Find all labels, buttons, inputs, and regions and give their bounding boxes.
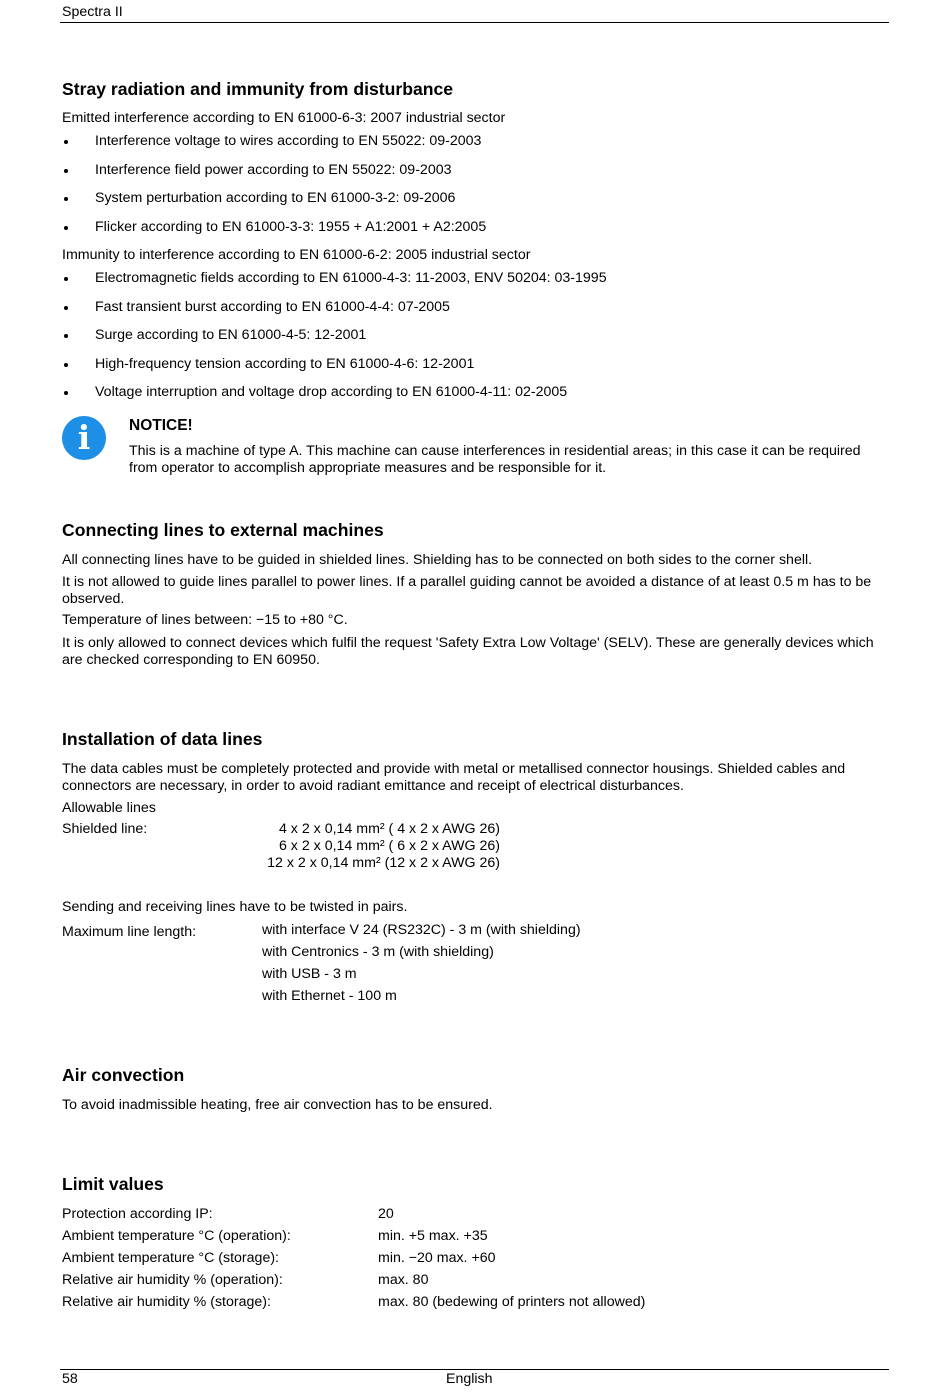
connecting-paragraph-3: Temperature of lines between: −15 to +80 °C. <box>62 612 348 628</box>
emitted-intro: Emitted interference according to EN 61000-6-3: 2007 industrial sector <box>62 110 506 126</box>
section-heading-data-lines: Installation of data lines <box>62 729 263 749</box>
list-item: Fast transient burst according to EN 61000-4-4: 07-2005 <box>62 299 882 328</box>
list-item: Interference voltage to wires according to EN 55022: 09-2003 <box>62 133 882 162</box>
notice-text: This is a machine of type A. This machine can cause interferences in residential areas; in this case it can be required from operator to accomplish appropriate measures and be responsible for it. <box>129 443 861 476</box>
list-item: Flicker according to EN 61000-3-3: 1955 + A1:2001 + A2:2005 <box>62 219 882 248</box>
limit-label: Relative air humidity % (storage): <box>62 1294 271 1310</box>
limit-label: Relative air humidity % (operation): <box>62 1272 283 1288</box>
section-heading-air-convection: Air convection <box>62 1065 185 1085</box>
allowable-lines-label: Allowable lines <box>62 800 156 816</box>
document-header-title: Spectra II <box>62 4 123 20</box>
shielded-line-value: 6 x 2 x 0,14 mm² ( 6 x 2 x AWG 26) <box>278 838 500 854</box>
notice-box <box>129 417 869 477</box>
max-line-length-value: with Ethernet - 100 m <box>262 988 397 1004</box>
limit-values-table <box>62 1203 645 1313</box>
limit-value: 20 <box>378 1206 394 1222</box>
page-number: 58 <box>62 1371 78 1387</box>
limit-value: min. +5 max. +35 <box>378 1228 488 1244</box>
limit-label: Ambient temperature °C (operation): <box>62 1228 291 1244</box>
section-heading-stray-radiation: Stray radiation and immunity from disturbance <box>62 79 454 99</box>
section-heading-connecting-lines: Connecting lines to external machines <box>62 520 384 540</box>
list-item: Electromagnetic fields according to EN 61000-4-3: 11-2003, ENV 50204: 03-1995 <box>62 270 882 299</box>
limit-value: max. 80 <box>378 1272 429 1288</box>
header-divider <box>60 22 889 23</box>
connecting-paragraph-4: It is only allowed to connect devices which fulfil the request 'Safety Extra Low Voltage' (SELV). These are generally devices which are checked corresponding to EN 60950. <box>62 635 874 668</box>
shielded-line-values <box>262 821 500 872</box>
limit-label: Protection according IP: <box>62 1206 213 1222</box>
max-line-length-value: with Centronics - 3 m (with shielding) <box>262 944 494 960</box>
info-icon: i <box>62 416 106 460</box>
immunity-intro: Immunity to interference according to EN 61000-6-2: 2005 industrial sector <box>62 247 531 263</box>
limit-label: Ambient temperature °C (storage): <box>62 1250 279 1266</box>
data-lines-paragraph: The data cables must be completely protected and provide with metal or metallised connector housings. Shielded cables and connectors are necessary, in order to avoid radiant emittance and receipt of electrical disturbances. <box>62 761 846 794</box>
max-line-length-label: Maximum line length: <box>62 924 197 940</box>
twisted-pairs-note: Sending and receiving lines have to be twisted in pairs. <box>62 899 408 915</box>
limit-value: min. −20 max. +60 <box>378 1250 496 1266</box>
list-item: Surge according to EN 61000-4-5: 12-2001 <box>62 327 882 356</box>
table-row <box>62 1225 645 1247</box>
list-item: High-frequency tension according to EN 61000-4-6: 12-2001 <box>62 356 882 385</box>
max-line-length-value: with interface V 24 (RS232C) - 3 m (with shielding) <box>262 922 581 938</box>
table-row <box>62 1291 645 1313</box>
air-convection-paragraph: To avoid inadmissible heating, free air convection has to be ensured. <box>62 1097 493 1113</box>
emitted-list <box>62 133 882 247</box>
list-item: Voltage interruption and voltage drop according to EN 61000-4-11: 02-2005 <box>62 384 882 413</box>
connecting-paragraph-1: All connecting lines have to be guided in shielded lines. Shielding has to be connected on both sides to the corner shell. <box>62 552 813 568</box>
section-heading-limit-values: Limit values <box>62 1174 164 1194</box>
footer-divider <box>60 1369 889 1370</box>
list-item: Interference field power according to EN 55022: 09-2003 <box>62 162 882 191</box>
max-line-length-value: with USB - 3 m <box>262 966 357 982</box>
shielded-line-value: 12 x 2 x 0,14 mm² (12 x 2 x AWG 26) <box>267 855 500 871</box>
table-row <box>62 1269 645 1291</box>
footer-language: English <box>446 1371 493 1387</box>
shielded-line-label: Shielded line: <box>62 821 148 837</box>
max-line-length-values <box>262 919 581 1007</box>
limit-value: max. 80 (bedewing of printers not allowed) <box>378 1294 646 1310</box>
connecting-paragraph-2: It is not allowed to guide lines parallel to power lines. If a parallel guiding cannot be avoided a distance of at least 0.5 m has to be observed. <box>62 574 872 607</box>
table-row <box>62 1247 645 1269</box>
shielded-line-value: 4 x 2 x 0,14 mm² ( 4 x 2 x AWG 26) <box>278 821 500 837</box>
table-row <box>62 1203 645 1225</box>
list-item: System perturbation according to EN 61000-3-2: 09-2006 <box>62 190 882 219</box>
immunity-list <box>62 270 882 413</box>
notice-title: NOTICE! <box>129 417 193 434</box>
